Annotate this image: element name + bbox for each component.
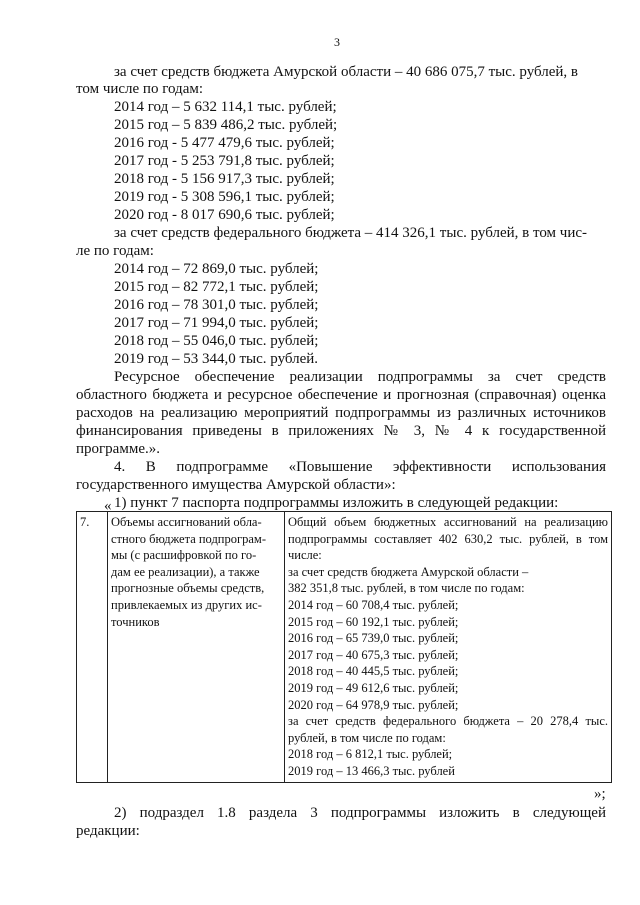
federal-year-2015: 2015 год – 82 772,1 тыс. рублей; [114, 279, 319, 295]
content-line: 2014 год – 60 708,4 тыс. рублей; [288, 597, 459, 612]
row-content [285, 512, 612, 783]
row-label [108, 512, 285, 783]
resource-para-line-1: Ресурсное обеспечение реализации подпрограммы за счет средств [114, 369, 606, 385]
label-line: точников [111, 614, 160, 629]
item4-line-2: государственного имущества Амурской области»: [76, 477, 396, 493]
close-quote: »; [594, 786, 606, 802]
resource-para-line-5: программе.». [76, 441, 160, 457]
regional-year-2017: 2017 год - 5 253 791,8 тыс. рублей; [114, 153, 335, 169]
content-line: 2016 год – 65 739,0 тыс. рублей; [288, 631, 459, 646]
federal-year-2016: 2016 год – 78 301,0 тыс. рублей; [114, 297, 319, 313]
content-line: 2019 год – 49 612,6 тыс. рублей; [288, 680, 459, 695]
federal-year-2019: 2019 год – 53 344,0 тыс. рублей. [114, 351, 319, 367]
label-line: стного бюджета подпрограм- [111, 531, 266, 546]
label-line: привлекаемых из других ис- [111, 597, 262, 612]
open-quote-text: « [104, 498, 112, 514]
federal-total-cont: ле по годам: [76, 243, 154, 259]
label-line: Объемы ассигнований обла- [111, 515, 262, 529]
content-line: 382 351,8 тыс. рублей, в том числе по годам: [288, 581, 525, 596]
passport-table [76, 511, 612, 783]
content-line: за счет средств федерального бюджета – 20 278,4 тыс. [288, 714, 608, 729]
resource-para-line-2: областного бюджета и ресурсное обеспечение и прогнозная (справочная) оценка [76, 387, 606, 403]
content-line: подпрограммы составляет 402 630,2 тыс. рублей, в том [288, 531, 608, 546]
regional-year-2016: 2016 год - 5 477 479,6 тыс. рублей; [114, 135, 335, 151]
item2-line-2: редакции: [76, 823, 140, 839]
regional-year-2018: 2018 год - 5 156 917,3 тыс. рублей; [114, 171, 335, 187]
content-line: 2017 год – 40 675,3 тыс. рублей; [288, 647, 459, 662]
row-number: 7. [77, 512, 108, 783]
content-line: за счет средств бюджета Амурской области – [288, 564, 529, 579]
content-line: рублей, в том числе по годам: [288, 730, 446, 745]
item4-line-1: 4. В подпрограмме «Повышение эффективности использования [114, 459, 606, 475]
regional-total-cont: том числе по годам: [76, 81, 204, 97]
item4-sub1: 1) пункт 7 паспорта подпрограммы изложить в следующей редакции: [114, 495, 559, 511]
resource-para-line-3: расходов на реализацию мероприятий подпрограммы из различных источников [76, 405, 606, 421]
item2-line-1: 2) подраздел 1.8 раздела 3 подпрограммы изложить в следующей [114, 805, 606, 821]
regional-year-2020: 2020 год - 8 017 690,6 тыс. рублей; [114, 207, 335, 223]
label-line: прогнозные объемы средств, [111, 581, 265, 596]
regional-year-2019: 2019 год - 5 308 596,1 тыс. рублей; [114, 189, 335, 205]
label-line: мы (с расшифровкой по го- [111, 548, 257, 563]
federal-year-2017: 2017 год – 71 994,0 тыс. рублей; [114, 315, 319, 331]
federal-year-2014: 2014 год – 72 869,0 тыс. рублей; [114, 261, 319, 277]
page-number: 3 [334, 35, 340, 49]
resource-para-line-4: финансирования приведены в приложениях № 3, № 4 к государственной [76, 423, 606, 439]
content-line: числе: [288, 548, 322, 563]
content-line: 2019 год – 13 466,3 тыс. рублей [288, 763, 455, 778]
regional-total-line: за счет средств бюджета Амурской области – 40 686 075,7 тыс. рублей, в [114, 64, 579, 80]
content-line: 2018 год – 40 445,5 тыс. рублей; [288, 664, 459, 679]
regional-year-2014: 2014 год – 5 632 114,1 тыс. рублей; [114, 99, 337, 115]
federal-total-line: за счет средств федерального бюджета – 414 326,1 тыс. рублей, в том чис- [114, 225, 588, 241]
regional-year-2015: 2015 год – 5 839 486,2 тыс. рублей; [114, 117, 338, 133]
content-line: Общий объем бюджетных ассигнований на реализацию [288, 515, 608, 529]
federal-year-2018: 2018 год – 55 046,0 тыс. рублей; [114, 333, 319, 349]
content-line: 2020 год – 64 978,9 тыс. рублей; [288, 697, 459, 712]
content-line: 2018 год – 6 812,1 тыс. рублей; [288, 747, 453, 762]
table-row [77, 512, 612, 783]
content-line: 2015 год – 60 192,1 тыс. рублей; [288, 614, 459, 629]
label-line: дам ее реализации), а также [111, 564, 260, 579]
